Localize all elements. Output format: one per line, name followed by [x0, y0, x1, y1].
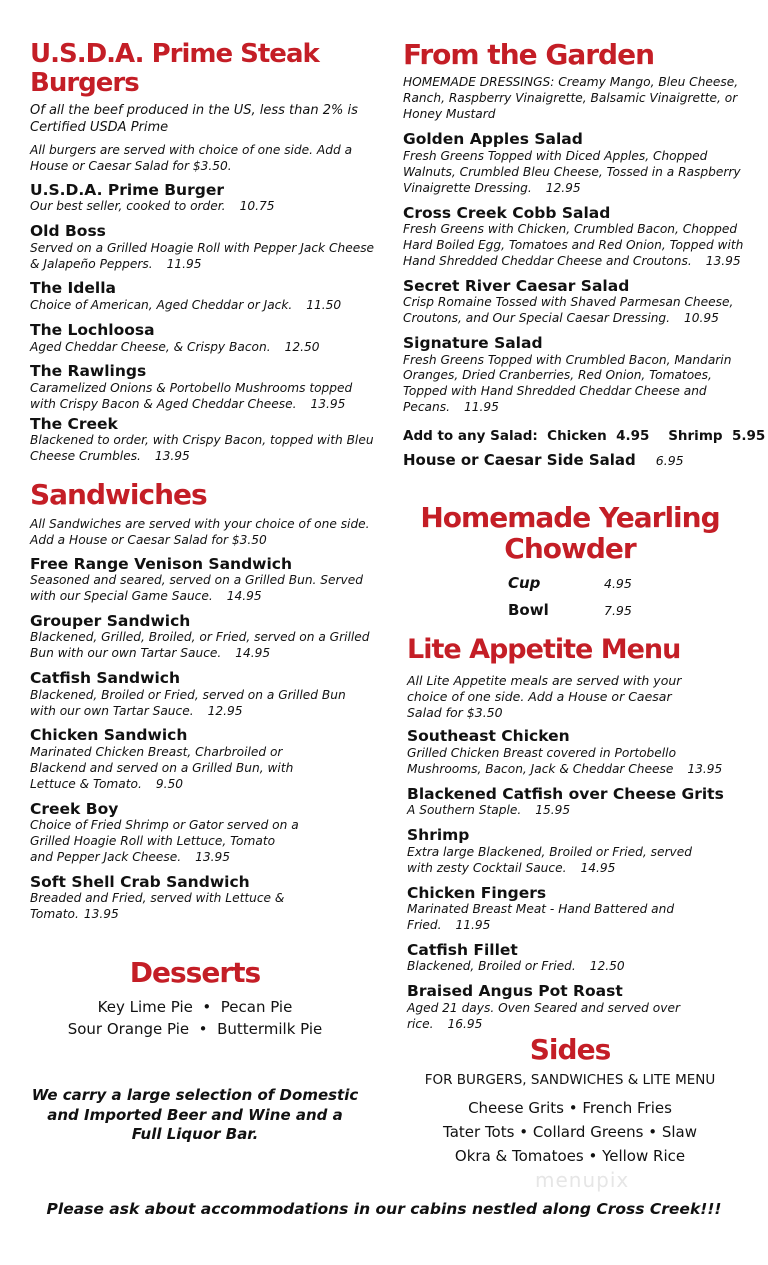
item-name: Chicken Fingers: [407, 883, 547, 902]
menu-item: [30, 222, 375, 272]
menu-item: [30, 555, 375, 605]
item-name: Secret River Caesar Salad: [403, 276, 630, 295]
salad-addon: Add to any Salad: Chicken 4.95 Shrimp 5.95: [403, 428, 766, 445]
left-column: [30, 40, 375, 472]
item-name: Shrimp: [407, 826, 470, 845]
item-desc: Blackened, Broiled or Fried, served on a Grilled Bun with our own Tartar Sauce. 12.95: [30, 687, 346, 718]
item-desc: Marinated Chicken Breast, Charbroiled or Blackend and served on a Grilled Bun, with Lettuce & Tomato. 9.50: [30, 745, 294, 791]
item-name: Cross Creek Cobb Salad: [403, 203, 611, 222]
menu-item: [30, 321, 375, 355]
menu-item: [407, 785, 752, 819]
item-price: 12.95: [545, 180, 581, 195]
side-salad: [403, 450, 748, 469]
item-price: 13.95: [83, 907, 119, 922]
chowder-cup: [420, 573, 720, 592]
menu-item: [30, 726, 375, 792]
item-desc: Choice of American, Aged Cheddar or Jack. 11.50: [30, 298, 342, 313]
item-price: 10.75: [239, 199, 275, 214]
item-desc: Fresh Greens Topped with Diced Apples, Chopped Walnuts, Crumbled Bleu Cheese, Tossed in a Raspberry Vinaigrette Dressing. 12.95: [403, 148, 741, 195]
item-desc: Extra large Blackened, Broiled or Fried, served with zesty Cocktail Sauce. 14.95: [407, 844, 692, 875]
item-name: The Idella: [30, 279, 116, 298]
menu-item: [30, 800, 375, 866]
item-price: 15.95: [535, 803, 571, 818]
item-name: Catfish Sandwich: [30, 669, 180, 688]
item-name: Chicken Sandwich: [30, 726, 188, 745]
item-desc: Aged Cheddar Cheese, & Crispy Bacon. 12.50: [30, 339, 320, 354]
menu-item: [407, 884, 752, 934]
item-name: Southeast Chicken: [407, 727, 570, 746]
item-name: Old Boss: [30, 222, 106, 241]
sandwiches-section: [30, 480, 375, 930]
menu-item: [30, 669, 375, 719]
item-price: 13.95: [687, 761, 723, 776]
item-name: The Lochloosa: [30, 320, 155, 339]
item-price: 12.95: [207, 703, 243, 718]
menu-item: [30, 612, 375, 662]
lite-section: [407, 635, 752, 1040]
item-price: 12.50: [589, 959, 625, 974]
desserts-title: Desserts: [129, 956, 261, 989]
item-name: The Rawlings: [30, 362, 147, 381]
item-price: 11.50: [306, 298, 342, 313]
burgers-note: All burgers are served with choice of one side. Add a House or Caesar Salad for $3.50.: [30, 142, 353, 173]
bowl-price: 7.95: [604, 602, 632, 618]
side-salad-price: 6.95: [655, 453, 684, 469]
item-desc: Crisp Romaine Tossed with Shaved Parmesan Cheese, Croutons, and Our Special Caesar Dressing. 10.95: [403, 295, 734, 326]
desserts-section: [30, 958, 360, 1040]
item-price: 14.95: [235, 646, 271, 661]
menu-item: [30, 181, 375, 215]
item-desc: Our best seller, cooked to order. 10.75: [30, 199, 275, 214]
lite-intro: All Lite Appetite meals are served with your choice of one side. Add a House or Caesar Salad for $3.50: [407, 672, 682, 721]
item-price: 13.95: [195, 849, 231, 864]
chowder-bowl: [420, 600, 720, 619]
bar-note: We carry a large selection of Domestic and Imported Beer and Wine and a Full Liquor Bar.: [31, 1086, 359, 1143]
item-desc: Choice of Fried Shrimp or Gator served on a Grilled Hoagie Roll with Lettuce, Tomato and Pepper Jack Cheese. 13.95: [30, 818, 299, 864]
menu-item: [407, 941, 752, 975]
garden-dressings: HOMEMADE DRESSINGS: Creamy Mango, Bleu Cheese, Ranch, Raspberry Vinaigrette, Balsamic Vinaigrette, or Honey Mustard: [403, 74, 739, 121]
desserts-line-1: Key Lime Pie • Pecan Pie: [97, 997, 293, 1016]
item-price: 11.95: [166, 256, 202, 271]
menu-item: [407, 826, 752, 876]
chowder-section: [420, 503, 720, 619]
item-name: Soft Shell Crab Sandwich: [30, 872, 250, 891]
menu-item: [30, 279, 375, 313]
item-price: 16.95: [447, 1016, 483, 1031]
item-name: Braised Angus Pot Roast: [407, 982, 623, 1001]
item-price: 13.95: [705, 253, 741, 268]
sandwiches-intro: All Sandwiches are served with your choice of one side. Add a House or Caesar Salad for $3.50: [30, 516, 370, 547]
sides-subtitle: FOR BURGERS, SANDWICHES & LITE MENU: [424, 1071, 716, 1088]
burgers-intro: Of all the beef produced in the US, less than 2% is Certified USDA Prime: [30, 103, 358, 136]
menu-item: [30, 415, 375, 465]
item-desc: Fresh Greens Topped with Crumbled Bacon, Mandarin Oranges, Dried Cranberries, Red Onion, Tomatoes, Topped with Hand Shredded Cheddar Cheese and Pecans. 11.95: [403, 352, 732, 415]
item-desc: Blackened, Broiled or Fried. 12.50: [407, 959, 625, 974]
item-desc: Fresh Greens with Chicken, Crumbled Bacon, Chopped Hard Boiled Egg, Tomatoes and Red Onion, Topped with Hand Shredded Cheddar Cheese and Croutons. 13.95: [403, 222, 744, 268]
cup-price: 4.95: [604, 575, 632, 591]
sides-line-1: Cheese Grits • French Fries: [468, 1098, 672, 1117]
item-name: Creek Boy: [30, 799, 119, 818]
item-desc: Served on a Grilled Hoagie Roll with Pepper Jack Cheese & Jalapeño Peppers. 11.95: [30, 240, 375, 271]
item-price: 12.50: [284, 339, 320, 354]
item-desc: Marinated Breast Meat - Hand Battered and Fried. 11.95: [407, 902, 675, 932]
burgers-title: U.S.D.A. Prime Steak Burgers: [30, 39, 319, 98]
sides-title: Sides: [529, 1033, 611, 1066]
item-desc: Grilled Chicken Breast covered in Portobello Mushrooms, Bacon, Jack & Cheddar Cheese 13.95: [407, 746, 723, 776]
bowl-label: Bowl: [508, 600, 549, 619]
menu-item: [30, 362, 375, 412]
sides-line-3: Okra & Tomatoes • Yellow Rice: [454, 1146, 686, 1165]
item-name: Catfish Fillet: [407, 940, 518, 959]
item-price: 9.50: [155, 776, 184, 791]
menu-item: [403, 334, 748, 416]
item-desc: Breaded and Fried, served with Lettuce & Tomato. 13.95: [30, 891, 285, 922]
item-desc: Blackened to order, with Crispy Bacon, topped with Bleu Cheese Crumbles. 13.95: [30, 433, 374, 464]
item-price: 14.95: [580, 860, 616, 875]
garden-section: [403, 38, 766, 470]
item-price: 11.95: [455, 917, 491, 932]
footer-note: Please ask about accommodations in our cabins nestled along Cross Creek!!!: [46, 1200, 722, 1218]
item-name: Blackened Catfish over Cheese Grits: [407, 784, 724, 803]
side-salad-name: House or Caesar Side Salad: [403, 451, 636, 470]
menu-item: [407, 727, 752, 777]
menu-item: [407, 982, 752, 1032]
item-desc: Caramelized Onions & Portobello Mushrooms topped with Crispy Bacon & Aged Cheddar Cheese. 13.95: [30, 380, 353, 411]
item-name: The Creek: [30, 414, 118, 433]
item-desc: Seasoned and seared, served on a Grilled Bun. Served with our Special Game Sauce. 14.95: [30, 573, 364, 603]
item-price: 10.95: [684, 311, 719, 326]
item-name: Signature Salad: [403, 334, 543, 353]
lite-title: Lite Appetite Menu: [407, 634, 681, 665]
sides-line-2: Tater Tots • Collard Greens • Slaw: [443, 1122, 697, 1141]
item-price: 13.95: [310, 396, 346, 411]
menu-item: [403, 277, 748, 327]
item-price: 13.95: [154, 449, 190, 464]
item-name: Golden Apples Salad: [403, 130, 583, 149]
sandwiches-title: Sandwiches: [30, 478, 207, 511]
item-name: U.S.D.A. Prime Burger: [30, 180, 224, 199]
chowder-title: Homemade Yearling Chowder: [420, 501, 720, 565]
watermark: menupix: [535, 1168, 630, 1192]
cup-label: Cup: [508, 573, 541, 592]
menu-item: [30, 873, 375, 923]
item-price: 14.95: [226, 588, 262, 603]
item-name: Grouper Sandwich: [30, 611, 191, 630]
item-desc: A Southern Staple. 15.95: [407, 803, 571, 818]
item-desc: Aged 21 days. Oven Seared and served over rice. 16.95: [407, 1000, 680, 1031]
item-price: 11.95: [463, 400, 499, 415]
garden-title: From the Garden: [403, 38, 655, 71]
menu-item: [403, 130, 748, 196]
item-name: Free Range Venison Sandwich: [30, 554, 293, 573]
sides-section: [415, 1035, 725, 1168]
desserts-line-2: Sour Orange Pie • Buttermilk Pie: [67, 1019, 323, 1038]
item-desc: Blackened, Grilled, Broiled, or Fried, served on a Grilled Bun with our own Tartar Sauce. 14.95: [30, 630, 370, 661]
menu-item: [403, 204, 748, 270]
